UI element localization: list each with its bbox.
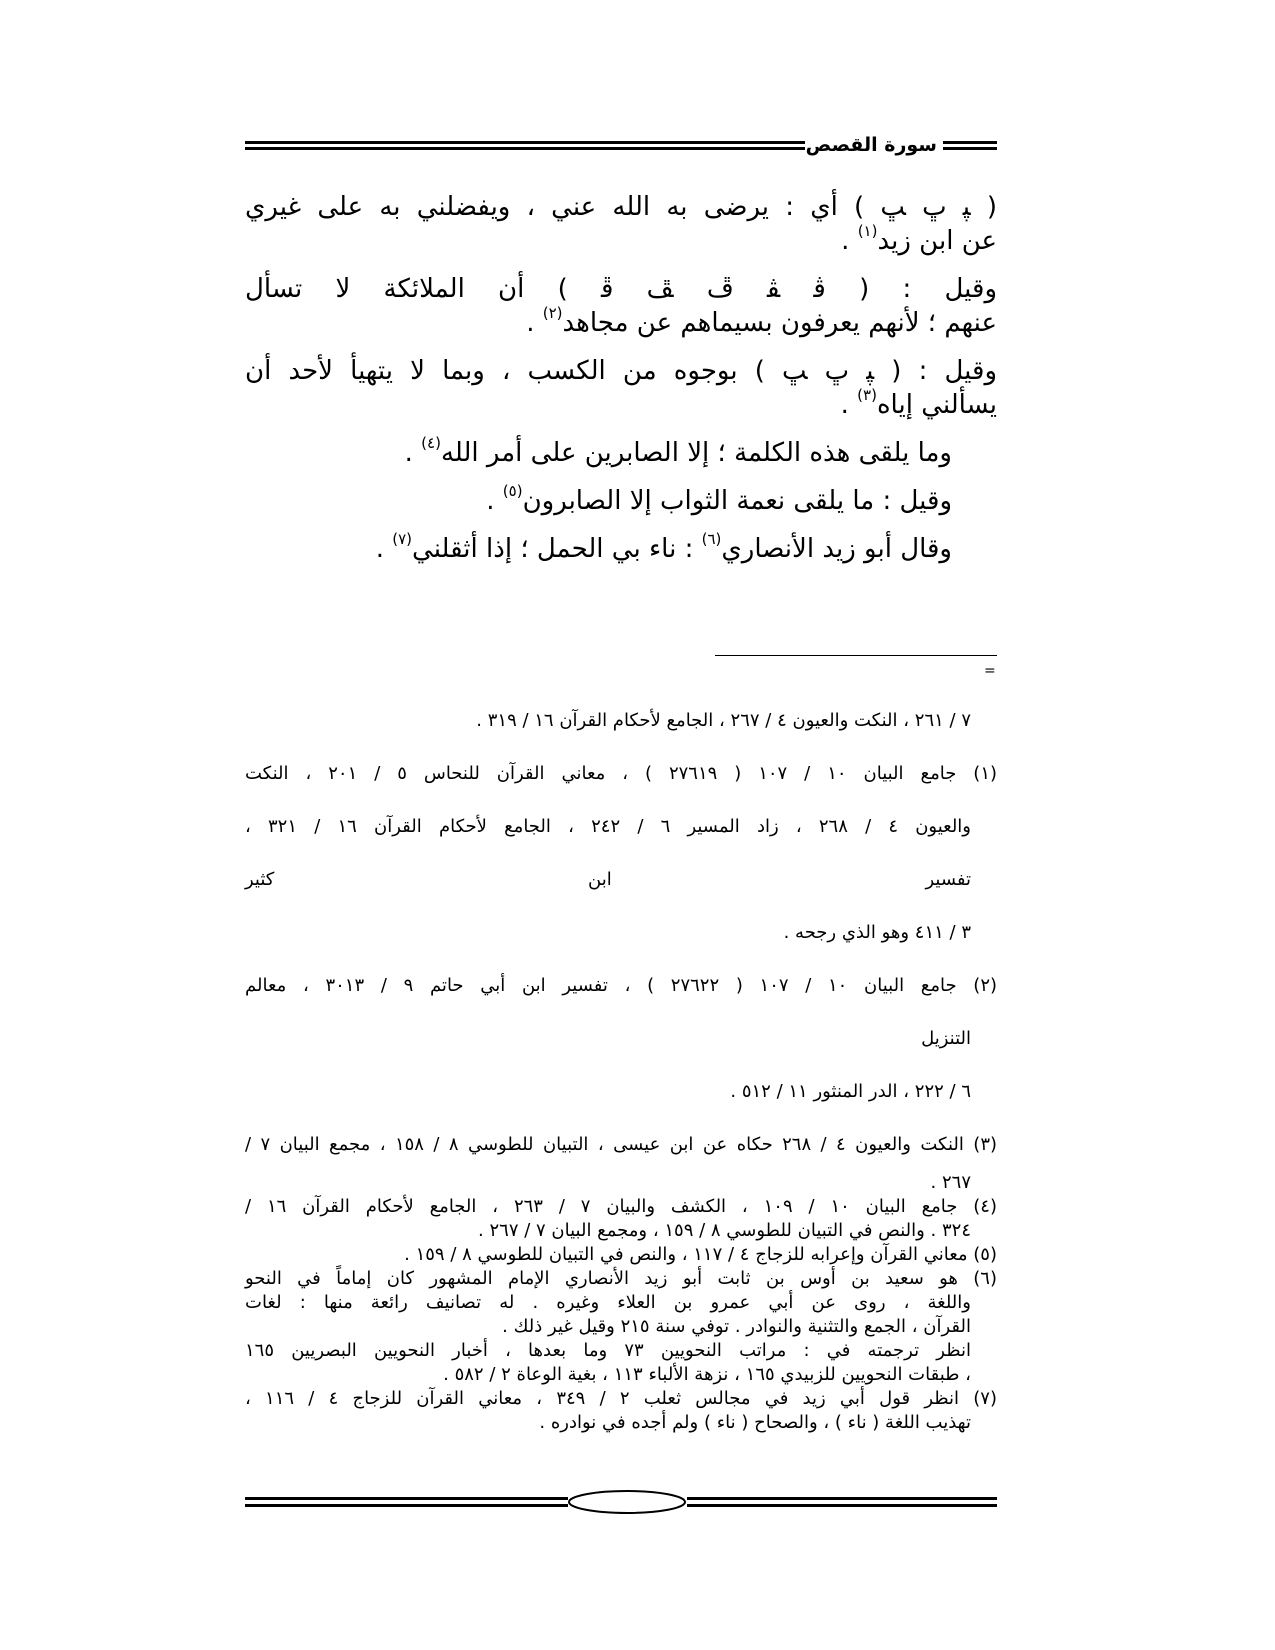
footnote-line: واللغة ، روى عن أبي عمرو بن العلاء وغيره . له تصانيف رائعة منها : لغات <box>245 1292 971 1313</box>
footnote-line: ٢٦٧ . <box>930 1172 971 1193</box>
main-line-3: وقيل : ( ﭬ ﭭ ﭮ ﭯ ﭰ ) أن الملائكة لا تسأل <box>245 274 997 304</box>
footnote-ref-2: (٢) <box>542 304 563 323</box>
footnote-line: القرآن ، الجمع والتثنية والنوادر . توفي سنة ٢١٥ وقيل غير ذلك . <box>502 1316 971 1337</box>
footnote-continuation-mark: = <box>984 663 996 679</box>
bottom-rule-left <box>245 1497 568 1507</box>
footnote-ref-7: (٧) <box>392 530 413 549</box>
page-number-oval <box>563 1487 691 1517</box>
footnote-line: ، طبقات النحويين للزبيدي ١٦٥ ، نزهة الألباء ١١٣ ، بغية الوعاة ٢ / ٥٨٢ . <box>443 1364 971 1385</box>
footnote-ref-1: (١) <box>857 222 878 241</box>
main-line-9: وقال أبو زيد الأنصاري$^{(٦)}$ : ناء بي الحمل ؛ إذا أثقلني$^{(٧)}$ . <box>375 530 952 564</box>
footnote-line: ٧ / ٢٦١ ، النكت والعيون ٤ / ٢٦٧ ، الجامع لأحكام القرآن ١٦ / ٣١٩ . <box>476 710 971 731</box>
footnote-line: تهذيب اللغة ( ناء ) ، والصحاح ( ناء ) ولم أجده في نوادره . <box>539 1412 971 1433</box>
footnote-line: انظر ترجمته في : مراتب النحويين ٧٣ وما بعدها ، أخبار النحويين البصريين ١٦٥ <box>245 1340 971 1361</box>
footnote-line: التنزيل <box>921 1028 971 1049</box>
footnote-line: (٧) انظر قول أبي زيد في مجالس ثعلب ٢ / ٣٤٩ ، معاني القرآن للزجاج ٤ / ١١٦ ، <box>245 1388 997 1409</box>
running-header <box>245 132 997 158</box>
footnote-line: (٣) النكت والعيون ٤ / ٢٦٨ حكاه عن ابن عيسى ، التبيان للطوسي ٨ / ١٥٨ ، مجمع البيان ٧ / <box>245 1134 998 1155</box>
footnote-line: ٣ / ٤١١ وهو الذي رجحه . <box>783 922 971 943</box>
main-line-1: ( ﭙ ﭚ ﭛ ) أي : يرضى به الله عني ، ويفضلني به على غيري <box>245 192 997 222</box>
main-line-5: وقيل : ( ﭙ ﭚ ﭛ ) بوجوه من الكسب ، وبما لا يتهيأ لأحد أن <box>245 356 997 386</box>
footnote-line: (٦) هو سعيد بن أوس بن ثابت أبو زيد الأنصاري الإمام المشهور كان إماماً في النحو <box>245 1268 997 1289</box>
bottom-ornament <box>245 1487 997 1517</box>
footnote-line: (٢) جامع البيان ١٠ / ١٠٧ ( ٢٧٦٢٢ ) ، تفسير ابن أبي حاتم ٩ / ٣٠١٣ ، معالم <box>245 975 998 996</box>
footnote-line: ٦ / ٢٢٢ ، الدر المنثور ١١ / ٥١٢ . <box>730 1081 971 1102</box>
footnote-separator <box>715 655 997 656</box>
footnote-ref-5: (٥) <box>502 482 523 501</box>
main-line-4: عنهم ؛ لأنهم يعرفون بسيماهم عن مجاهد$^{(٢)}$ . <box>526 304 997 338</box>
footnotes <box>245 694 997 1435</box>
footnote-line: والعيون ٤ / ٢٦٨ ، زاد المسير ٦ / ٢٤٢ ، الجامع لأحكام القرآن ١٦ / ٣٢١ ، <box>245 816 972 837</box>
main-text <box>245 190 997 566</box>
footnote-line: (٤) جامع البيان ١٠ / ١٠٩ ، الكشف والبيان ٧ / ٢٦٣ ، الجامع لأحكام القرآن ١٦ / <box>245 1196 997 1217</box>
footnote-ref-4: (٤) <box>421 434 441 453</box>
footnote-line: تفسير ابن كثير <box>245 869 971 890</box>
header-rule-right <box>943 141 997 150</box>
main-line-2: عن ابن زيد$^{(١)}$ . <box>841 222 997 256</box>
main-line-8: وقيل : ما يلقى نعمة الثواب إلا الصابرون$^{(٥)}$ . <box>486 482 952 516</box>
footnote-line: ٣٢٤ . والنص في التبيان للطوسي ٨ / ١٥٩ ، ومجمع البيان ٧ / ٢٦٧ . <box>478 1220 971 1241</box>
footnote-ref-3: (٣) <box>857 386 877 405</box>
header-rule-left <box>245 141 805 150</box>
surah-title: سورة القصص <box>805 134 937 156</box>
bottom-rule-right <box>687 1497 997 1507</box>
main-line-7: وما يلقى هذه الكلمة ؛ إلا الصابرين على أمر الله$^{(٤)}$ . <box>404 434 952 468</box>
footnote-ref-6: (٦) <box>701 530 722 549</box>
footnote-line: (١) جامع البيان ١٠ / ١٠٧ ( ٢٧٦١٩ ) ، معاني القرآن للنحاس ٥ / ٢٠١ ، النكت <box>245 763 998 784</box>
main-line-6: يسألني إياه$^{(٣)}$ . <box>840 386 997 420</box>
footnote-line: (٥) معاني القرآن وإعرابه للزجاج ٤ / ١١٧ ، والنص في التبيان للطوسي ٨ / ١٥٩ . <box>404 1244 997 1265</box>
